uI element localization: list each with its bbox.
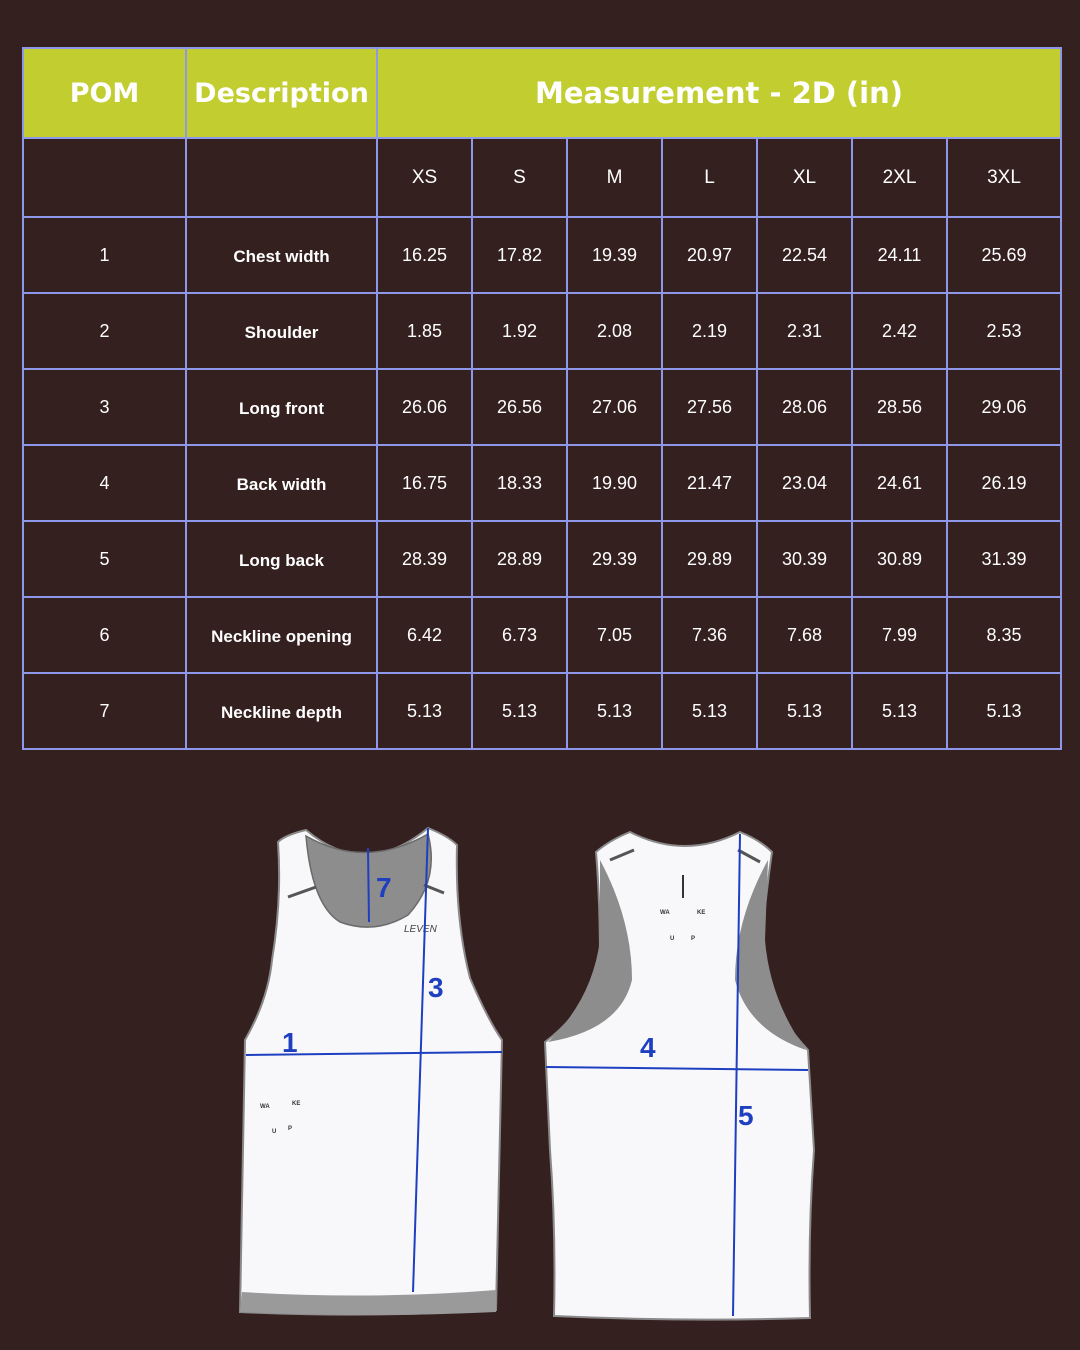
marker-1: 1 [282,1027,298,1058]
measurement-cell: 26.56 [472,369,567,445]
pom-cell: 5 [23,521,186,597]
measurement-cell: 5.13 [567,673,662,749]
measurement-cell: 7.99 [852,597,947,673]
marker-5: 5 [738,1100,754,1131]
size-row-blank [23,138,186,217]
description-cell: Shoulder [186,293,377,369]
pom-cell: 4 [23,445,186,521]
measurement-cell: 31.39 [947,521,1061,597]
garment-diagram [0,760,1080,1350]
pom-cell: 1 [23,217,186,293]
pom-cell: 2 [23,293,186,369]
description-cell: Long back [186,521,377,597]
size-label: M [567,138,662,217]
pom-cell: 6 [23,597,186,673]
header-row [23,48,1061,138]
measurement-cell: 5.13 [852,673,947,749]
description-cell: Chest width [186,217,377,293]
front-logo: LEVEN [404,924,437,935]
table-row [23,445,1061,521]
measurement-cell: 28.06 [757,369,852,445]
pom-cell: 3 [23,369,186,445]
measurement-cell: 30.39 [757,521,852,597]
measurement-cell: 19.90 [567,445,662,521]
front-print-text: U [272,1129,277,1135]
measurement-cell: 2.19 [662,293,757,369]
measurement-cell: 29.89 [662,521,757,597]
table-row [23,293,1061,369]
measurement-cell: 5.13 [757,673,852,749]
size-row [23,138,1061,217]
size-label: XL [757,138,852,217]
size-row-blank [186,138,377,217]
measurement-cell: 8.35 [947,597,1061,673]
table-row [23,673,1061,749]
back-view [545,832,814,1320]
measurement-cell: 2.31 [757,293,852,369]
front-view [240,828,502,1315]
measurement-cell: 6.73 [472,597,567,673]
measurement-cell: 27.56 [662,369,757,445]
size-label: 2XL [852,138,947,217]
measurement-cell: 27.06 [567,369,662,445]
table-row [23,597,1061,673]
measurement-cell: 23.04 [757,445,852,521]
measurement-cell: 2.08 [567,293,662,369]
measurement-cell: 24.11 [852,217,947,293]
measurement-table [22,47,1062,750]
table-row [23,217,1061,293]
measurement-cell: 5.13 [377,673,472,749]
measurement-cell: 5.13 [662,673,757,749]
header-measurement: Measurement - 2D (in) [377,48,1061,138]
measurement-cell: 7.05 [567,597,662,673]
measurement-cell: 29.06 [947,369,1061,445]
measurement-cell: 25.69 [947,217,1061,293]
measurement-cell: 6.42 [377,597,472,673]
back-print-text: P [691,936,696,942]
description-cell: Back width [186,445,377,521]
back-tank-body [545,832,814,1320]
table-row [23,521,1061,597]
measurement-cell: 19.39 [567,217,662,293]
table-body [23,217,1061,749]
measurement-cell: 28.56 [852,369,947,445]
back-print-text: KE [697,910,706,916]
size-label: S [472,138,567,217]
measurement-cell: 17.82 [472,217,567,293]
measurement-cell: 5.13 [947,673,1061,749]
table-row [23,369,1061,445]
measurement-cell: 2.42 [852,293,947,369]
back-print-text: WA [660,910,670,916]
size-label: XS [377,138,472,217]
marker-4: 4 [640,1032,656,1063]
measurement-cell: 24.61 [852,445,947,521]
front-print-text: WA [260,1104,270,1110]
marker-3: 3 [428,972,444,1003]
description-cell: Long front [186,369,377,445]
measurement-cell: 22.54 [757,217,852,293]
measurement-cell: 26.19 [947,445,1061,521]
measurement-cell: 1.92 [472,293,567,369]
marker-7: 7 [376,872,392,903]
pom-cell: 7 [23,673,186,749]
measurement-cell: 28.39 [377,521,472,597]
description-cell: Neckline depth [186,673,377,749]
measurement-cell: 16.75 [377,445,472,521]
description-cell: Neckline opening [186,597,377,673]
measurement-cell: 21.47 [662,445,757,521]
measurement-cell: 29.39 [567,521,662,597]
size-label: L [662,138,757,217]
neckline-depth-line [368,848,369,922]
front-print-text: P [288,1126,293,1132]
back-print-text: U [670,936,675,942]
size-label: 3XL [947,138,1061,217]
measurement-cell: 16.25 [377,217,472,293]
measurement-cell: 1.85 [377,293,472,369]
measurement-cell: 2.53 [947,293,1061,369]
measurement-cell: 7.36 [662,597,757,673]
measurement-cell: 7.68 [757,597,852,673]
measurement-cell: 26.06 [377,369,472,445]
measurement-cell: 5.13 [472,673,567,749]
measurement-cell: 20.97 [662,217,757,293]
front-print-text: KE [292,1101,301,1107]
header-pom: POM [23,48,186,138]
measurement-cell: 18.33 [472,445,567,521]
measurement-cell: 30.89 [852,521,947,597]
header-description: Description [186,48,377,138]
measurement-cell: 28.89 [472,521,567,597]
